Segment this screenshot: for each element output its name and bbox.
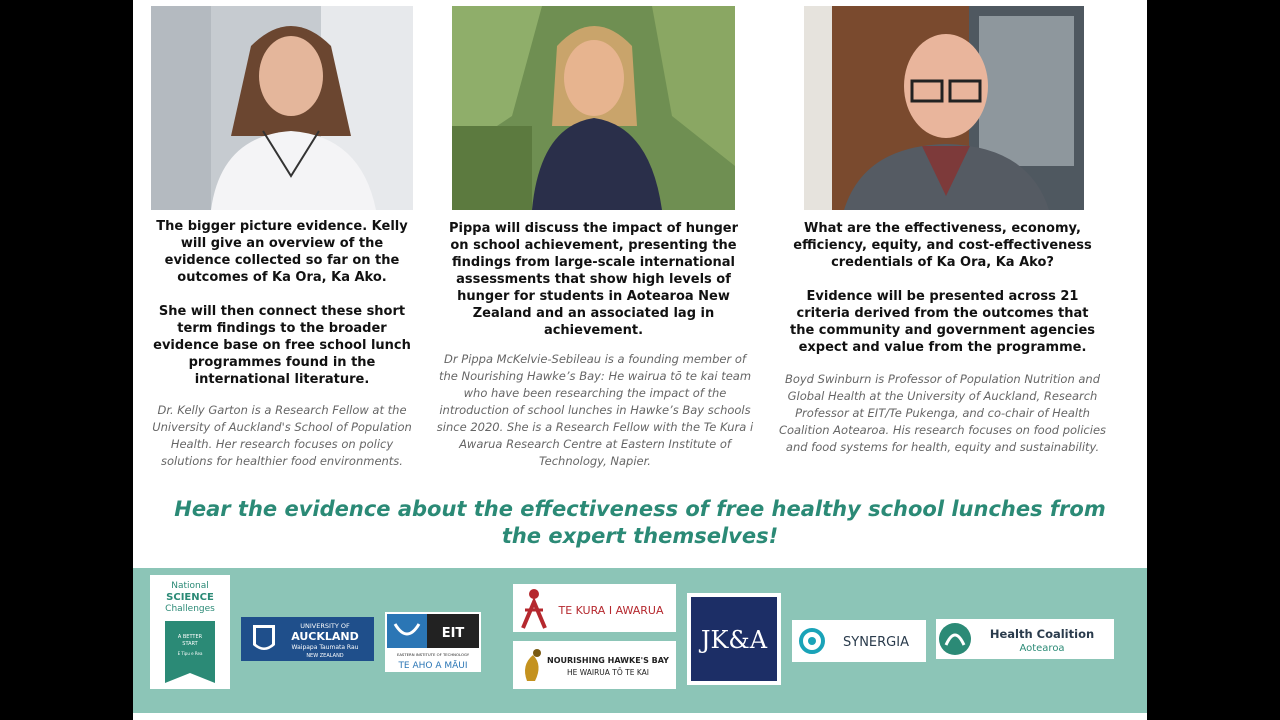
flyer-page bbox=[133, 0, 1147, 720]
jka-logo bbox=[687, 593, 781, 685]
auckland-line3: Waipapa Taumata Rau bbox=[291, 644, 359, 651]
eit-logo bbox=[385, 612, 481, 672]
pippa-summary-para-1: Pippa will discuss the impact of hunger on school achievement, presenting the findings from large-scale international assessments that show high levels of hunger for students in Aotearoa New Zealand and an associated lag in achievement. bbox=[448, 221, 738, 338]
eit-abbr: EIT bbox=[441, 626, 465, 641]
boyd-photo bbox=[804, 6, 1084, 210]
health-coalition-aotearoa-logo bbox=[936, 619, 1114, 659]
national-science-challenges-logo bbox=[150, 575, 230, 689]
jka-text: JK&A bbox=[700, 626, 768, 654]
kelly-photo bbox=[151, 6, 413, 210]
boyd-summary bbox=[790, 220, 1095, 356]
nsc-tag3: E Tipu e Rea bbox=[177, 651, 203, 656]
nsc-tag1: A BETTER bbox=[177, 634, 203, 640]
pippa-summary bbox=[445, 220, 742, 339]
nourishing-line1: NOURISHING HAWKE'S BAY bbox=[547, 656, 669, 665]
university-of-auckland-logo bbox=[241, 617, 374, 661]
boyd-bio: Boyd Swinburn is Professor of Population Nutrition and Global Health at the University of Auckland, Research Professor at EIT/Te Pukenga, and co-chair of Health Coalition Aotearoa. His research focuses on food policies and food systems for health, equity and sustainability. bbox=[778, 372, 1107, 454]
kelly-summary-para-2: She will then connect these short term findings to the broader evidence base on free school lunch programmes found in the international literature. bbox=[153, 304, 411, 387]
nsc-line2: SCIENCE bbox=[166, 592, 214, 603]
hca-line1: Health Coalition bbox=[989, 627, 1095, 641]
boyd-summary-para-2: Evidence will be presented across 21 criteria derived from the outcomes that the community and government agencies expect and value from the programme. bbox=[790, 289, 1095, 355]
nourishing-hawkes-bay-logo bbox=[513, 641, 676, 689]
auckland-line4: NEW ZEALAND bbox=[306, 653, 344, 659]
nourishing-line2: HE WAIRUA TŌ TE KAI bbox=[566, 668, 650, 677]
hca-line2: Aotearoa bbox=[1019, 643, 1065, 654]
synergia-logo bbox=[792, 620, 926, 662]
pippa-photo bbox=[452, 6, 735, 210]
kelly-summary bbox=[151, 218, 413, 388]
synergia-text: SYNERGIA bbox=[843, 635, 909, 650]
nsc-line3: Challenges bbox=[165, 604, 215, 614]
nsc-tag2: START bbox=[182, 641, 198, 647]
eit-maori: TE AHO A MĀUI bbox=[398, 661, 468, 671]
eit-full: EASTERN INSTITUTE OF TECHNOLOGY bbox=[396, 652, 470, 657]
auckland-line1: UNIVERSITY OF bbox=[300, 622, 350, 630]
tekura-name: TE KURA I AWARUA bbox=[558, 604, 664, 617]
headline: Hear the evidence about the effectiveness of free healthy school lunches from the expert themselves! bbox=[174, 497, 1106, 548]
nsc-line1: National bbox=[171, 581, 209, 591]
auckland-line2: AUCKLAND bbox=[291, 630, 359, 643]
te-kura-i-awarua-logo bbox=[513, 584, 676, 632]
pippa-bio: Dr Pippa McKelvie-Sebileau is a founding member of the Nourishing Hawke’s Bay: He wairua tō te kai team who have been researching the impact of the introduction of school lunches in Hawke’s Bay schools since 2020. She is a Research Fellow with the Te Kura i Awarua Research Centre at Eastern Institute of Technology, Napier. bbox=[436, 352, 754, 468]
boyd-summary-para-1: What are the effectiveness, economy, efficiency, equity, and cost-effectiveness credentials of Ka Ora, Ka Ako? bbox=[793, 221, 1092, 270]
sponsor-band bbox=[133, 568, 1147, 713]
kelly-bio: Dr. Kelly Garton is a Research Fellow at the University of Auckland's School of Population Health. Her research focuses on policy solutions for healthier food environments. bbox=[152, 403, 412, 468]
kelly-summary-para-1: The bigger picture evidence. Kelly will give an overview of the evidence collected so far on the outcomes of Ka Ora, Ka Ako. bbox=[156, 219, 408, 285]
